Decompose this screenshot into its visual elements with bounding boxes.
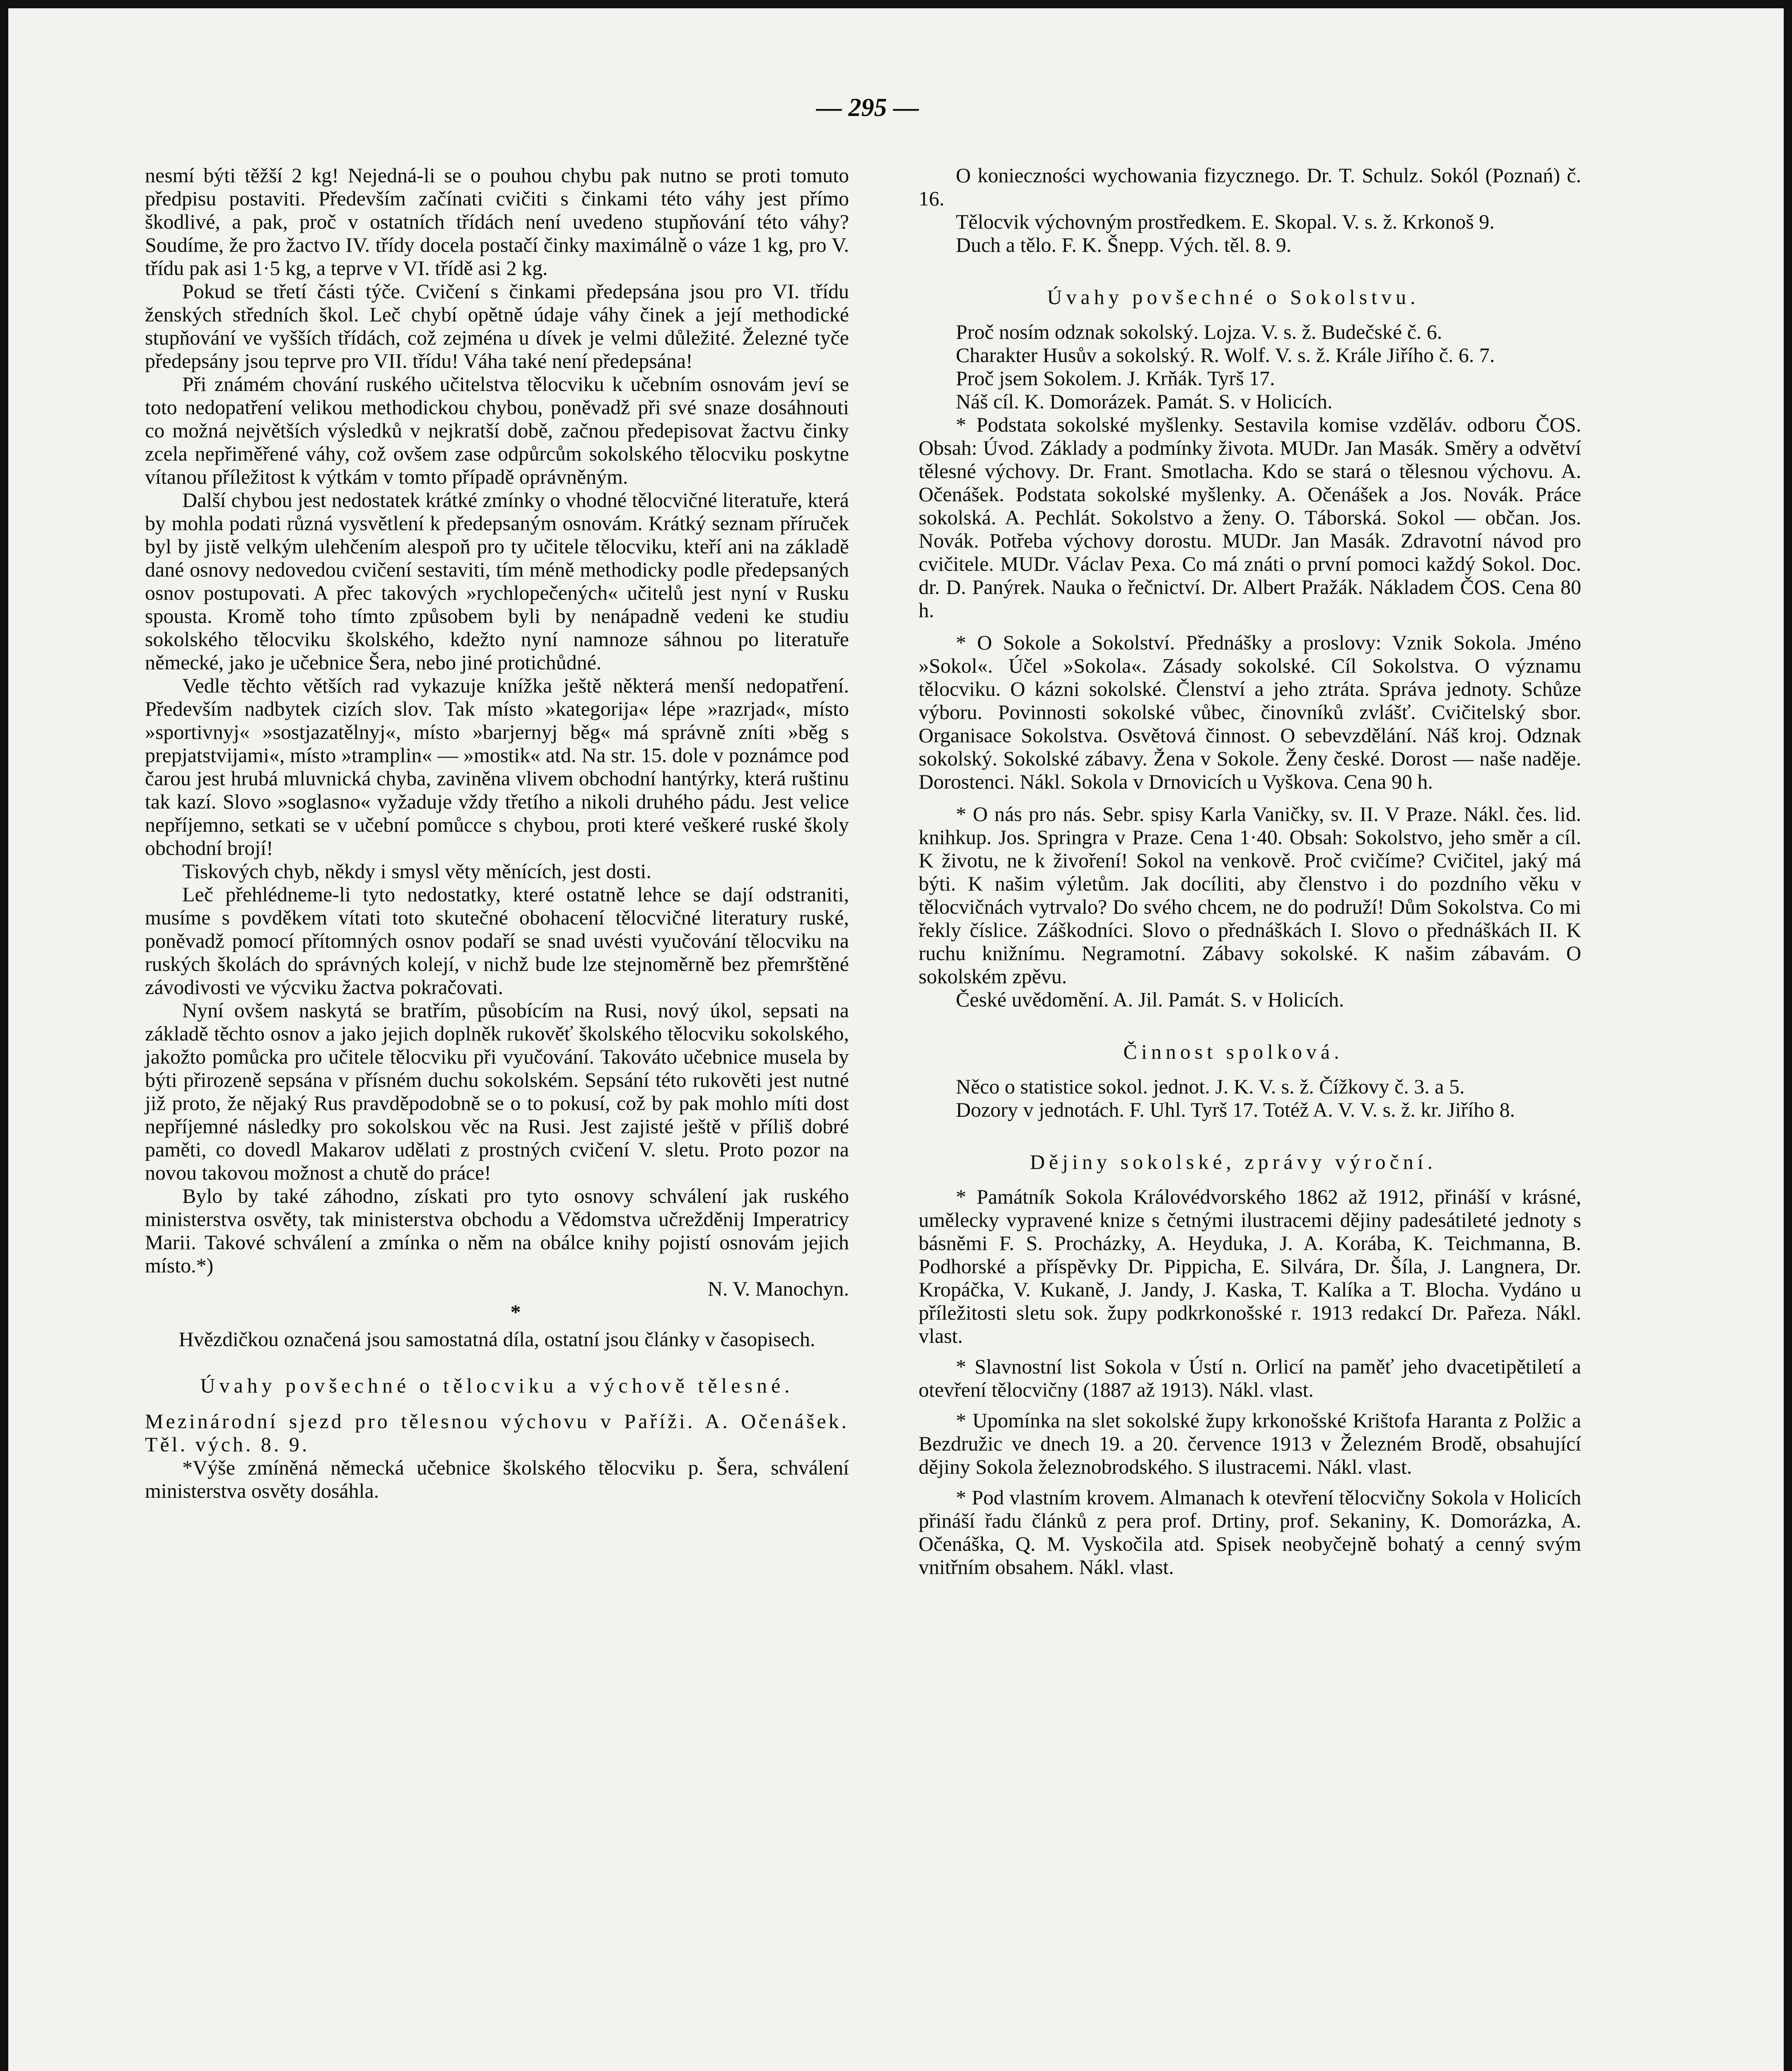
author-signature: N. V. Manochyn. xyxy=(707,1277,849,1300)
bibliography-entry: O konieczności wychowania fizycznego. Dr. T. Schulz. Sokól (Poznań) č. 16. xyxy=(919,164,1581,210)
bibliography-entry: Charakter Husův a sokolský. R. Wolf. V. s. ž. Krále Jiřího č. 6. 7. xyxy=(956,343,1495,367)
bibliography-entry: * Podstata sokolské myšlenky. Sestavila komise vzděláv. odboru ČOS. Obsah: Úvod. Základy a podmínky života. MUDr. Jan Masák. Směry a odvětví tělesné výchovy. Dr. Frant. Smotlacha. Kdo se stará o tělesnou výchovu. A. Očenášek. Podstata sokolské myšlenky. A. Očenášek a Jos. Novák. Práce sokolská. A. Pechlát. Sokolstvo a ženy. O. Táborská. Sokol — občan. Jos. Novák. Potřeba výchovy dorostu. MUDr. Jan Masák. Zdravotní návod pro cvičitele. MUDr. Václav Pexa. Co má znáti o první pomoci každý Sokol. Doc. dr. D. Panýrek. Nauka o řečnictví. Dr. Albert Pražák. Nákladem ČOS. Cena 80 h. xyxy=(919,413,1581,622)
section-heading-sokolstvo: Úvahy povšechné o Sokolstvu. xyxy=(1047,285,1420,309)
bibliography-entry: Duch a tělo. F. K. Šnepp. Vých. těl. 8. 9. xyxy=(956,233,1292,256)
bibliography-entry: České uvědomění. A. Jil. Památ. S. v Holicích. xyxy=(956,988,1344,1011)
paragraph: Při známém chování ruského učitelstva tělocviku k učebním osnovám jeví se toto nedopatření velikou methodickou chybou, poněvadž při své snaze dosáhnouti co možná největších výsledků v nejkratší době, začnou předepisovat žactvu činky zcela nepřiměřené váhy, což ovšem zase odpůrcům sokolského tělocviku poskytne vítanou příležitost k výtkám v tomto případě oprávněným. xyxy=(145,372,849,488)
paragraph: Vedle těchto větších rad vykazuje knížka ještě některá menší nedopatření. Především nadbytek cizích slov. Tak místo »kategorija« lépe »razrjad«, místo »sportivnyj« »sostjazatělnyj«, místo »barjernyj běg« má správně zníti »běg s prepjatstvijami«, místo »tramplin« — »mostik« atd. Na str. 15. dole v poznámce pod čarou jest hrubá mluvnická chyba, zaviněna vlivem obchodní hantýrky, která ruštinu tak kazí. Slovo »soglasno« vyžaduje vždy třetího a nikoli druhého pádu. Jest velice nepříjemno, setkati se v učební pomůcce s chybou, proti které veškeré ruské školy obchodní brojí! xyxy=(145,674,849,859)
bibliography-entry: Proč jsem Sokolem. J. Krňák. Tyrš 17. xyxy=(956,367,1275,390)
bibliography-entry: Mezinárodní sjezd pro tělesnou výchovu v Paříži. A. Očenášek. Těl. vých. 8. 9. xyxy=(145,1410,849,1456)
paragraph: Leč přehlédneme-li tyto nedostatky, které ostatně lehce se dají odstraniti, musíme s povděkem vítati toto skutečné obohacení tělocvičné literatury ruské, poněvadž pomocí přítomných osnov podaří se snad uvésti vyučování tělocviku na ruských školách do správných kolejí, v nichž bude lze stejnoměrně bez přemrštěné závodivosti ve výcviku žactva pokračovati. xyxy=(145,883,849,999)
paragraph: Tiskových chyb, někdy i smysl věty měnících, jest dosti. xyxy=(182,859,651,883)
star-separator: * xyxy=(510,1300,521,1323)
bibliography-entry: Proč nosím odznak sokolský. Lojza. V. s. ž. Budečské č. 6. xyxy=(956,320,1442,343)
asterisk-note: Hvězdičkou označená jsou samostatná díla, ostatní jsou články v časopisech. xyxy=(178,1328,815,1351)
bibliography-entry: Náš cíl. K. Domorázek. Památ. S. v Holicích. xyxy=(956,390,1333,413)
section-heading-history: Dějiny sokolské, zprávy výroční. xyxy=(1030,1150,1437,1173)
bibliography-entry: * O Sokole a Sokolství. Přednášky a proslovy: Vznik Sokola. Jméno »Sokol«. Účel »Sokola«. Zásady sokolské. Cíl Sokolstva. O významu tělocviku. O kázni sokolské. Členství a jeho ztráta. Správa jednoty. Schůze výboru. Povinnosti sokolské vůbec, činovníků zvlášť. Cvičitelský sbor. Organisace Sokolstva. Osvětová činnost. O sebevzdělání. Náš kroj. Odznak sokolský. Sokolské zábavy. Žena v Sokole. Ženy české. Dorost — naše naděje. Dorostenci. Nákl. Sokola v Drnovicích u Vyškova. Cena 90 h. xyxy=(919,631,1581,793)
bibliography-entry: * Pod vlastním krovem. Almanach k otevření tělocvičny Sokola v Holicích přináší řadu článků z pera prof. Drtiny, prof. Sekaniny, K. Domorázka, A. Očenáška, Q. M. Vyskočila atd. Spisek neobyčejně bohatý a cenný svým vnitřním obsahem. Nákl. vlast. xyxy=(919,1486,1581,1579)
paragraph: nesmí býti těžší 2 kg! Nejedná-li se o pouhou chybu pak nutno se proti tomuto předpisu postaviti. Především začínati cvičiti s činkami této váhy jest přímo škodlivé, a pak, proč v ostatních třídách není uvedeno stupňování této váhy? Soudíme, že pro žactvo IV. třídy docela postačí činky maximálně o váze 1 kg, pro V. třídu pak asi 1·5 kg, a teprve v VI. třídě asi 2 kg. xyxy=(145,164,849,280)
section-heading-physical-education: Úvahy povšechné o tělocviku a výchově tělesné. xyxy=(200,1374,794,1397)
left-column xyxy=(145,164,849,1502)
footnote: *Výše zmíněná německá učebnice školského tělocviku p. Šera, schválení ministerstva osvěty dosáhla. xyxy=(145,1456,849,1502)
paragraph: Další chybou jest nedostatek krátké zmínky o vhodné tělocvičné literatuře, která by mohla podati různá vysvětlení k předepsaným osnovám. Krátký seznam příruček byl by jistě velkým ulehčením alespoň pro ty učitele tělocviku, kteří ani na základě dané osnovy nedovedou cvičení sestaviti, tím méně methodicky podle předepsaných osnov postupovati. A přec takových »rychlopečených« učitelů jest nyní v Rusku spousta. Kromě toho tímto způsobem byli by nenápadně vedeni ke studiu sokolského tělocviku školského, kdežto nyní namnoze sáhnou po literatuře německé, jako je učebnice Šera, nebo jiné protichůdné. xyxy=(145,488,849,674)
bibliography-entry: * Památník Sokola Královédvorského 1862 až 1912, přináší v krásné, umělecky vypravené knize s četnými ilustracemi dějiny padesátileté jednoty s básněmi F. S. Procházky, A. Heyduka, J. A. Korába, K. Teichmanna, B. Podhorské a příspěvky Dr. Pippicha, E. Silvára, Dr. Šíla, J. Langnera, Dr. Kropáčka, V. Kukaně, J. Jandy, J. Kaska, T. Kalíka a T. Blocha. Vydáno u příležitosti sletu sok. župy podkrkonošské r. 1913 redakcí Dr. Pařeza. Nákl. vlast. xyxy=(919,1185,1581,1347)
paragraph: Bylo by také záhodno, získati pro tyto osnovy schválení jak ruského ministerstva osvěty, tak ministerstva obchodu a Vědomstva učrežděnij Imperatricy Marii. Takové schválení a zmínka o něm na obálce knihy pojistí osnovám jejich místo.*) xyxy=(145,1184,849,1277)
bibliography-entry: Dozory v jednotách. F. Uhl. Tyrš 17. Totéž A. V. V. s. ž. kr. Jiřího 8. xyxy=(956,1098,1515,1121)
document-page xyxy=(8,8,1784,2071)
right-column xyxy=(885,164,1581,1579)
paragraph: Pokud se třetí části týče. Cvičení s činkami předepsána jsou pro VI. třídu ženských středních škol. Leč chybí opětně údaje váhy činek a její methodické stupňování ve vyšších třídách, což zejména u dívek je velmi důležité. Železné tyče předepsány jsou teprve pro VII. třídu! Váha také není předepsána! xyxy=(145,280,849,372)
bibliography-entry: * Slavnostní list Sokola v Ústí n. Orlicí na paměť jeho dvacetipětiletí a otevření tělocvičny (1887 až 1913). Nákl. vlast. xyxy=(919,1355,1581,1401)
section-heading-activity: Činnost spolková. xyxy=(1123,1040,1343,1063)
bibliography-entry: Tělocvik výchovným prostředkem. E. Skopal. V. s. ž. Krkonoš 9. xyxy=(956,210,1495,233)
paragraph: Nyní ovšem naskytá se bratřím, působícím na Rusi, nový úkol, sepsati na základě těchto osnov a jako jejich doplněk rukověť školského tělocviku sokolského, jakožto pomůcka pro učitele tělocviku při vyučování. Takováto učebnice musela by býti přirozeně sepsána v přísném duchu sokolském. Sepsání této rukověti jest nutné již proto, že nějaký Rus pravděpodobně se o to pokusí, což by pak mohlo míti dost nepříjemné následky pro sokolskou věc na Rusi. Jest zajisté ještě v příliš dobré paměti, co dovedl Makarov udělati z prostných cvičení V. sletu. Proto pozor na novou takovou možnost a chutě do práce! xyxy=(145,999,849,1184)
bibliography-entry: Něco o statistice sokol. jednot. J. K. V. s. ž. Čížkovy č. 3. a 5. xyxy=(956,1075,1465,1098)
bibliography-entry: * O nás pro nás. Sebr. spisy Karla Vaničky, sv. II. V Praze. Nákl. čes. lid. knihkup. Jos. Springra v Praze. Cena 1·40. Obsah: Sokolstvo, jeho směr a cíl. K životu, ne k živoření! Sokol na venkově. Proč cvičíme? Cvičitel, jaký má býti. K našim výletům. Jak docíliti, aby členstvo i do pozdního věku v tělocvičnách vytrvalo? Do svého chcem, ne do podruží! Dům Sokolstva. Co mi řekly číslice. Záškodníci. Slovo o přednáškách I. Slovo o přednáškách II. K ruchu knižnímu. Negramotní. Zábavy sokolské. K našim zábavám. O sokolském zpěvu. xyxy=(919,802,1581,988)
page-number: — 295 — xyxy=(816,94,919,122)
bibliography-entry: * Upomínka na slet sokolské župy krkonošské Krištofa Haranta z Polžic a Bezdružic ve dnech 19. a 20. července 1913 v Železném Brodě, obsahující dějiny Sokola železnobrodského. S ilustracemi. Nákl. vlast. xyxy=(919,1409,1581,1478)
